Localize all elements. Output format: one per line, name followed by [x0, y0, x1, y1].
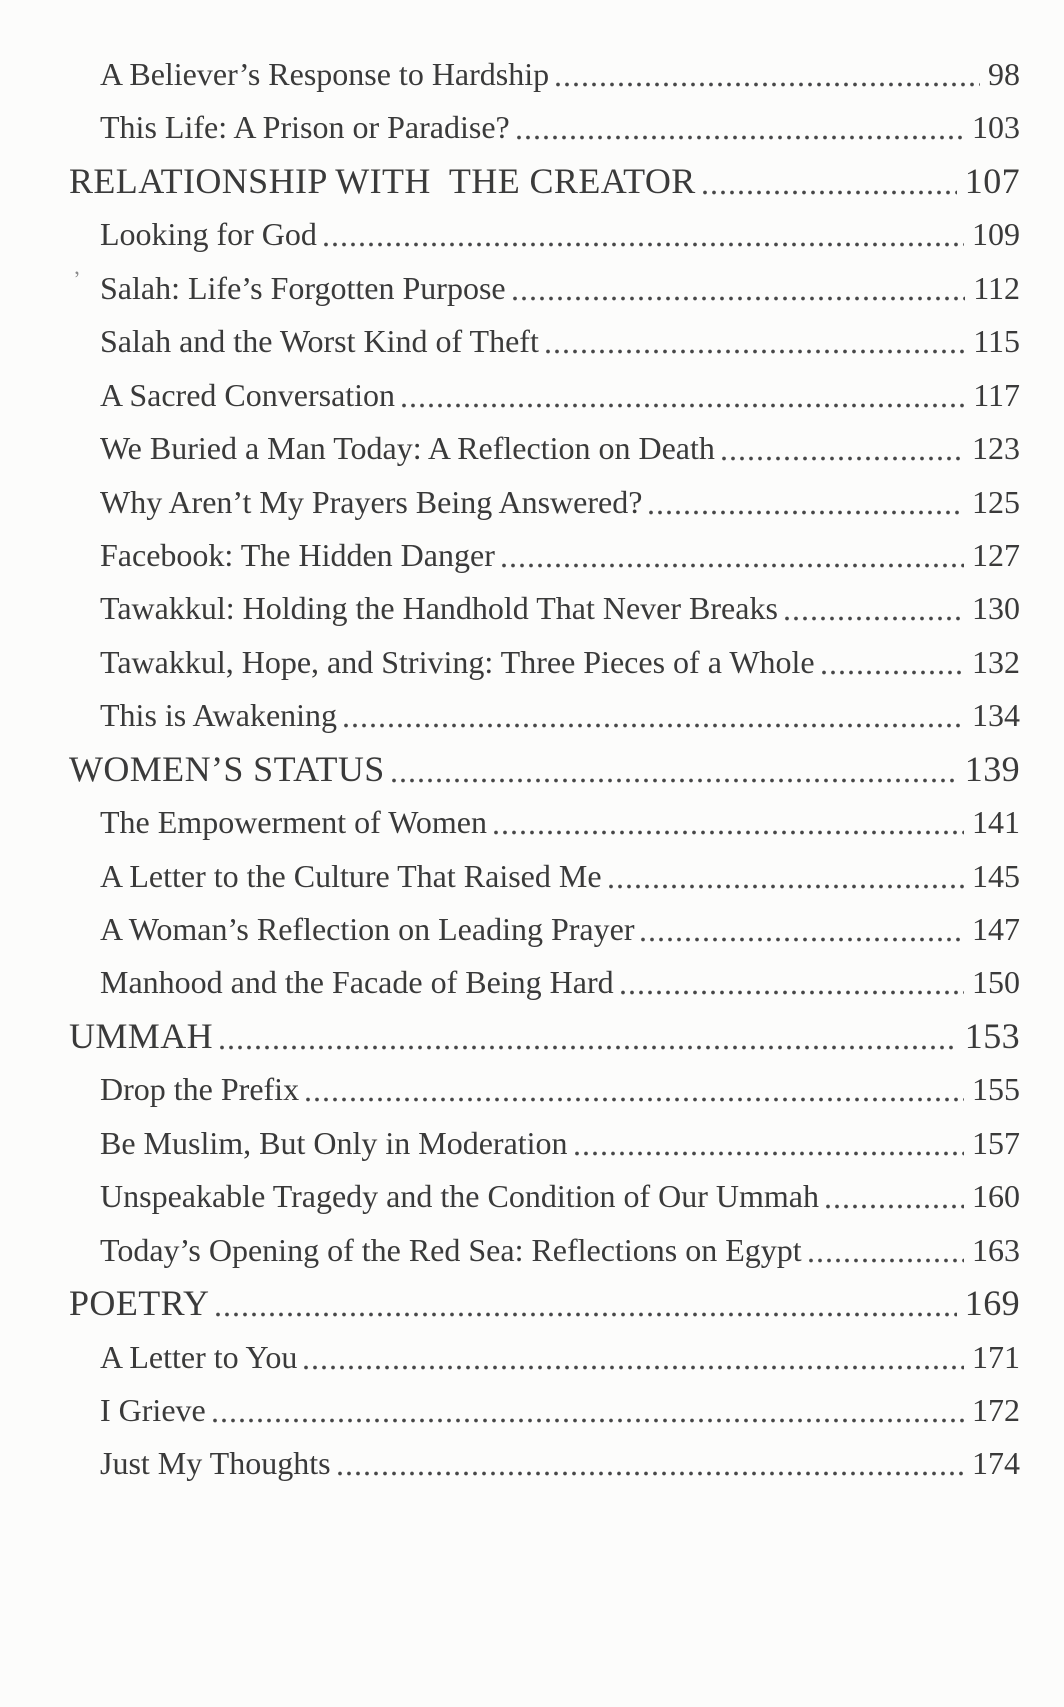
- toc-row: [0, 1170, 1064, 1223]
- toc-page-number: 147: [972, 911, 1020, 947]
- dot-leader: [609, 884, 964, 889]
- toc-entry-label: Facebook: The Hidden Danger: [100, 536, 495, 573]
- toc-entry-label: A Believer’s Response to Hardship: [100, 56, 550, 92]
- toc-page-number: 109: [972, 216, 1020, 253]
- dot-leader: [220, 1045, 957, 1050]
- toc-row: [0, 48, 1064, 101]
- toc-page-number: 125: [972, 483, 1020, 520]
- toc-section-label: RELATIONSHIP WITH THE CREATOR: [69, 160, 696, 201]
- toc-row: [0, 1277, 1064, 1330]
- dot-leader: [517, 135, 964, 140]
- toc-entry-label: Tawakkul: Holding the Handhold That Never Breaks: [100, 590, 778, 627]
- toc-page-number: 98: [988, 56, 1020, 92]
- toc-page-number: 117: [973, 376, 1020, 413]
- toc-page-number: 157: [972, 1124, 1020, 1161]
- dot-leader: [641, 937, 964, 942]
- toc-entry-label: Today’s Opening of the Red Sea: Reflections on Egypt: [100, 1231, 802, 1268]
- toc-section-label: UMMAH: [69, 1015, 214, 1056]
- dot-leader: [556, 82, 980, 87]
- toc-row: [0, 529, 1064, 582]
- toc-entry-label: Drop the Prefix: [100, 1071, 300, 1108]
- toc-entry-label: This is Awakening: [100, 697, 338, 734]
- dot-leader: [513, 296, 966, 301]
- toc-entry-label: Be Muslim, But Only in Moderation: [100, 1124, 568, 1161]
- dot-leader: [213, 1418, 964, 1423]
- toc-entry-label: Why Aren’t My Prayers Being Answered?: [100, 483, 643, 520]
- toc-page-number: 155: [972, 1071, 1020, 1108]
- toc-page-number: 169: [964, 1283, 1020, 1324]
- dot-leader: [722, 456, 964, 461]
- toc-row: [0, 101, 1064, 154]
- toc-row: [0, 262, 1064, 315]
- toc-row: [0, 1384, 1064, 1437]
- toc-row: [0, 155, 1064, 208]
- toc-row: [0, 369, 1064, 422]
- toc-row: [0, 422, 1064, 475]
- toc-page-number: 139: [964, 748, 1020, 789]
- dot-leader: [324, 242, 964, 247]
- dot-leader: [344, 723, 964, 728]
- toc-entry-label: Manhood and the Facade of Being Hard: [100, 964, 614, 1001]
- toc-page-number: 134: [972, 697, 1020, 734]
- dot-leader: [621, 990, 964, 995]
- dot-leader: [703, 190, 957, 195]
- toc-page-number: 150: [972, 964, 1020, 1001]
- dot-leader: [649, 510, 964, 515]
- toc-page-number: 174: [972, 1445, 1020, 1482]
- toc-entry-label: This Life: A Prison or Paradise?: [100, 109, 510, 146]
- dot-leader: [826, 1204, 964, 1209]
- toc-page-number: 103: [972, 109, 1020, 146]
- toc-page-number: 141: [972, 804, 1020, 841]
- toc-row: [0, 476, 1064, 529]
- toc-row: [0, 1331, 1064, 1384]
- toc-row: [0, 796, 1064, 849]
- toc-page-number: 112: [973, 269, 1020, 306]
- dot-leader: [822, 670, 964, 675]
- toc-page-number: 172: [972, 1391, 1020, 1428]
- toc-section-label: WOMEN’S STATUS: [69, 748, 385, 789]
- toc-row: [0, 956, 1064, 1009]
- toc-entry-label: Tawakkul, Hope, and Striving: Three Pieces of a Whole: [100, 643, 815, 680]
- toc-entry-label: A Letter to the Culture That Raised Me: [100, 857, 602, 894]
- dot-leader: [546, 349, 965, 354]
- dot-leader: [338, 1471, 964, 1476]
- toc-row: [0, 1063, 1064, 1116]
- dot-leader: [494, 830, 964, 835]
- toc-row: [0, 636, 1064, 689]
- toc-entry-label: I Grieve: [100, 1391, 206, 1428]
- toc-entry-label: Salah: Life’s Forgotten Purpose: [100, 269, 506, 306]
- dot-leader: [392, 778, 957, 783]
- dot-leader: [575, 1151, 964, 1156]
- stray-scan-mark: ’: [72, 265, 83, 292]
- toc-page-number: 123: [972, 430, 1020, 467]
- toc-row: [0, 689, 1064, 742]
- toc-page-number: 130: [972, 590, 1020, 627]
- dot-leader: [402, 403, 965, 408]
- toc-row: [0, 208, 1064, 261]
- toc-entry-label: A Woman’s Reflection on Leading Prayer: [100, 911, 635, 947]
- toc-entry-label: We Buried a Man Today: A Reflection on Death: [100, 430, 715, 467]
- toc-page-number: 171: [972, 1338, 1020, 1375]
- dot-leader: [785, 616, 964, 621]
- toc-page-number: 132: [972, 643, 1020, 680]
- toc-row: [0, 903, 1064, 956]
- dot-leader: [502, 563, 964, 568]
- toc-row: [0, 1437, 1064, 1490]
- dot-leader: [809, 1258, 964, 1263]
- toc-row: [0, 315, 1064, 368]
- toc-page-number: 160: [972, 1178, 1020, 1215]
- toc-row: [0, 1010, 1064, 1063]
- toc-entry-label: Unspeakable Tragedy and the Condition of Our Ummah: [100, 1178, 819, 1215]
- toc-page-number: 153: [964, 1015, 1020, 1056]
- toc-page-number: 115: [973, 323, 1020, 360]
- toc-page-number: 127: [972, 536, 1020, 573]
- toc-row: [0, 850, 1064, 903]
- toc-entry-label: A Letter to You: [100, 1338, 298, 1375]
- dot-leader: [216, 1312, 956, 1317]
- toc-page-number: 107: [964, 160, 1020, 201]
- toc-page-number: 163: [972, 1231, 1020, 1268]
- toc-row: [0, 743, 1064, 796]
- toc-row: [0, 1224, 1064, 1277]
- toc-row: [0, 582, 1064, 635]
- toc-entry-label: Looking for God: [100, 216, 317, 253]
- toc-entry-label: Salah and the Worst Kind of Theft: [100, 323, 539, 360]
- toc-page-number: 145: [972, 857, 1020, 894]
- toc-section-label: POETRY: [69, 1283, 210, 1324]
- toc-entry-label: A Sacred Conversation: [100, 376, 396, 413]
- toc-entry-label: The Empowerment of Women: [100, 804, 487, 841]
- toc-entry-label: Just My Thoughts: [100, 1445, 331, 1482]
- toc-row: [0, 1117, 1064, 1170]
- dot-leader: [306, 1097, 964, 1102]
- dot-leader: [304, 1365, 964, 1370]
